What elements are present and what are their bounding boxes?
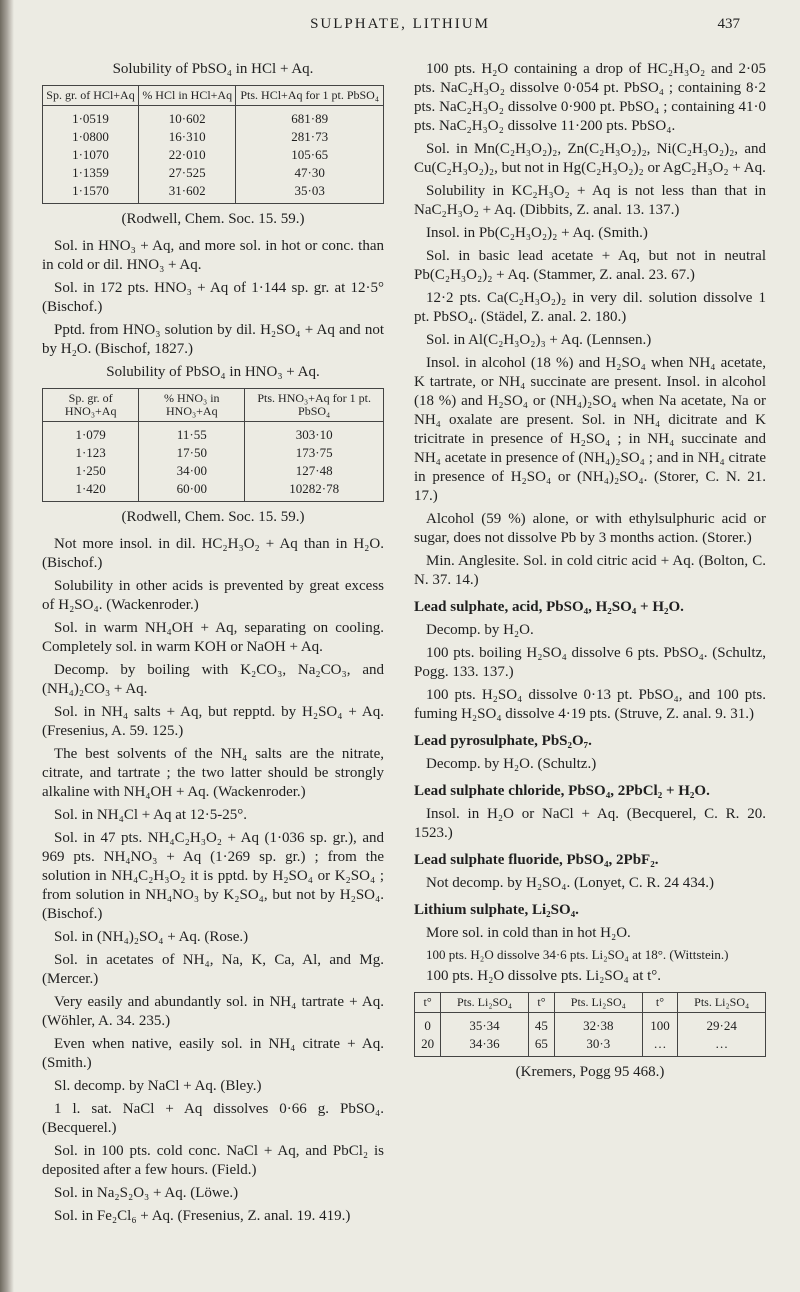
table-cell: 0 (415, 1013, 441, 1036)
table2-header: Pts. HNO₃+Aq for 1 pt. PbSO₄ (245, 389, 384, 422)
paragraph: Sol. in NH₄Cl + Aq at 12·5-25°. (54, 807, 248, 823)
hcl-solubility-table (42, 85, 384, 204)
paragraph: Even when native, easily sol. in NH₄ citrate + Aq. (Smith.) (42, 1036, 384, 1071)
page-number: 437 (717, 16, 740, 32)
table-cell: 1·079 (43, 422, 139, 445)
page-gutter-shadow (0, 0, 14, 1292)
table-cell: 173·75 (245, 444, 384, 462)
paragraph: The best solvents of the NH₄ salts are the nitrate, citrate, and tartrate ; the two latter should be strongly alkaline with NH₄OH + Aq. (Wackenroder.) (42, 746, 384, 800)
table-cell: 281·73 (236, 128, 384, 146)
table-row (43, 164, 384, 182)
table-cell: 10282·78 (245, 480, 384, 502)
table-cell: 60·00 (139, 480, 245, 502)
table-cell: 10·602 (139, 106, 236, 129)
paragraph: Sol. in Al(C₂H₃O₂)₃ + Aq. (Lennsen.) (426, 332, 652, 348)
paragraph: Min. Anglesite. Sol. in cold citric acid + Aq. (Bolton, C. N. 37. 14.) (414, 553, 766, 588)
paragraph: More sol. in cold than in hot H₂O. (426, 925, 631, 941)
table1-citation: (Rodwell, Chem. Soc. 15. 59.) (121, 211, 305, 227)
table-cell: 127·48 (245, 462, 384, 480)
paragraph: Sol. in HNO₃ + Aq, and more sol. in hot or conc. than in cold or dil. HNO₃ + Aq. (42, 238, 384, 273)
table1-title: Solubility of PbSO₄ in HCl + Aq. (112, 61, 314, 77)
table-cell: 34·00 (139, 462, 245, 480)
table-row (43, 106, 384, 129)
paragraph: Decomp. by H₂O. (426, 622, 534, 638)
table-row (415, 1013, 766, 1036)
table2-title: Solubility of PbSO₄ in HNO₃ + Aq. (106, 364, 320, 380)
table3-header: t° (415, 993, 441, 1013)
paragraph: Sol. in 47 pts. NH₄C₂H₃O₂ + Aq (1·036 sp. gr.), and 969 pts. NH₄NO₃ + Aq (1·269 sp. gr.) ; from the solution in NH₄C₂H₃O₂ it is pptd. by H₂SO₄ or K₂SO₄ ; from solution in NH₄NO₃ by K₂SO₄, but not by H₂SO₄. (Bischof.) (42, 830, 384, 922)
paragraph: Pptd. from HNO₃ solution by dil. H₂SO₄ + Aq and not by H₂O. (Bischof, 1827.) (42, 322, 384, 357)
paragraph: Sol. in Mn(C₂H₃O₂)₂, Zn(C₂H₃O₂)₂, Ni(C₂H₃O₂)₂, and Cu(C₂H₃O₂)₂, but not in Hg(C₂H₃O₂)₂ or AgC₂H₃O₂ + Aq. (414, 141, 766, 176)
table-row (43, 444, 384, 462)
table-cell: 1·1570 (43, 182, 139, 204)
table-cell: 1·0800 (43, 128, 139, 146)
table3-header: t° (642, 993, 678, 1013)
table-cell: 30·3 (555, 1035, 643, 1057)
table-cell: 681·89 (236, 106, 384, 129)
table-cell: 32·38 (555, 1013, 643, 1036)
table3-citation: (Kremers, Pogg 95 468.) (515, 1064, 665, 1080)
table2-header: Sp. gr. of HNO₃+Aq (43, 389, 139, 422)
paragraph: Sol. in NH₄ salts + Aq, but repptd. by H₂SO₄ + Aq. (Fresenius, A. 59. 125.) (42, 704, 384, 739)
paragraph: Sl. decomp. by NaCl + Aq. (Bley.) (54, 1078, 262, 1094)
table-cell: 34·36 (441, 1035, 529, 1057)
paragraph: Sol. in Na₂S₂O₃ + Aq. (Löwe.) (54, 1185, 239, 1201)
table-cell: 35·34 (441, 1013, 529, 1036)
table-cell: 47·30 (236, 164, 384, 182)
table-cell: 105·65 (236, 146, 384, 164)
hno3-solubility-table (42, 388, 384, 502)
table-cell: 11·55 (139, 422, 245, 445)
paragraph: Insol. in Pb(C₂H₃O₂)₂ + Aq. (Smith.) (426, 225, 648, 241)
paragraph: Sol. in Fe₂Cl₆ + Aq. (Fresenius, Z. anal. 19. 419.) (54, 1208, 351, 1224)
table-cell: 1·1359 (43, 164, 139, 182)
table-row (43, 182, 384, 204)
table-cell: … (642, 1035, 678, 1057)
table2-citation: (Rodwell, Chem. Soc. 15. 59.) (121, 509, 305, 525)
table-row (43, 146, 384, 164)
table-cell: 22·010 (139, 146, 236, 164)
table1-header: Sp. gr. of HCl+Aq (43, 86, 139, 106)
paragraph: Sol. in 172 pts. HNO₃ + Aq of 1·144 sp. gr. at 12·5° (Bischof.) (42, 280, 384, 315)
table-cell: 1·1070 (43, 146, 139, 164)
table-row (43, 422, 384, 445)
paragraph: 1 l. sat. NaCl + Aq dissolves 0·66 g. PbSO₄. (Becquerel.) (42, 1101, 384, 1136)
table-cell: 1·0519 (43, 106, 139, 129)
paragraph: Sol. in 100 pts. cold conc. NaCl + Aq, and PbCl₂ is deposited after a few hours. (Field.) (42, 1143, 384, 1178)
table-cell: 16·310 (139, 128, 236, 146)
table3-header: Pts. Li₂SO₄ (555, 993, 643, 1013)
paragraph: 100 pts. H₂O containing a drop of HC₂H₃O₂ and 2·05 pts. NaC₂H₃O₂ dissolve 0·054 pt. PbSO₄ ; containing 8·2 pts. NaC₂H₃O₂ dissolve 0·900 pt. PbSO₄ ; containing 41·0 pts. NaC₂H₃O₂ dissolve 11·200 pts. PbSO₄. (414, 61, 766, 134)
section-heading: Lead sulphate, acid, PbSO₄, H₂SO₄ + H₂O. (414, 599, 684, 615)
paragraph: Not more insol. in dil. HC₂H₃O₂ + Aq than in H₂O. (Bischof.) (42, 536, 384, 571)
paragraph: Sol. in basic lead acetate + Aq, but not in neutral Pb(C₂H₃O₂)₂ + Aq. (Stammer, Z. anal. 23. 67.) (414, 248, 766, 283)
lithium-sulphate-table (414, 992, 766, 1057)
table3-header: t° (528, 993, 554, 1013)
paragraph: 100 pts. boiling H₂SO₄ dissolve 6 pts. PbSO₄. (Schultz, Pogg. 133. 137.) (414, 645, 766, 680)
paragraph: Decomp. by H₂O. (Schultz.) (426, 756, 597, 772)
table1-header: Pts. HCl+Aq for 1 pt. PbSO₄ (236, 86, 384, 106)
table1-header: % HCl in HCl+Aq (139, 86, 236, 106)
table-cell: 35·03 (236, 182, 384, 204)
table-row (43, 462, 384, 480)
table-cell: 1·420 (43, 480, 139, 502)
table-cell: 1·250 (43, 462, 139, 480)
table-cell: 45 (528, 1013, 554, 1036)
left-column (42, 60, 384, 1230)
paragraph: 100 pts. H₂O dissolve pts. Li₂SO₄ at t°. (426, 968, 662, 984)
table-cell: … (678, 1035, 766, 1057)
paragraph: Sol. in (NH₄)₂SO₄ + Aq. (Rose.) (54, 929, 249, 945)
table-row (43, 128, 384, 146)
section-heading: Lead sulphate fluoride, PbSO₄, 2PbF₂. (414, 852, 659, 868)
paragraph: 100 pts. H₂SO₄ dissolve 0·13 pt. PbSO₄, and 100 pts. fuming H₂SO₄ dissolve 4·19 pts. (Struve, Z. anal. 9. 31.) (414, 687, 766, 722)
paragraph: 100 pts. H₂O dissolve 34·6 pts. Li₂SO₄ at 18°. (Wittstein.) (426, 947, 729, 962)
table-row (415, 1035, 766, 1057)
paragraph: Insol. in alcohol (18 %) and H₂SO₄ when NH₄ acetate, K tartrate, or NH₄ succinate are present. Insol. in alcohol (18 %) and H₂SO₄ or (NH₄)₂SO₄ when Na acetate, Na or NH₄ oxalate are present. Sol. in NH₄ dicitrate and K tricitrate in presence of H₂SO₄ ; in NH₄ succinate and NH₄ acetate in presence of (NH₄)₂SO₄ ; and in NH₄ citrate in presence of H₂SO₄ or (NH₄)₂SO₄. (Storer, C. N. 21. 17.) (414, 355, 766, 504)
right-column (414, 60, 766, 1090)
paragraph: Sol. in warm NH₄OH + Aq, separating on cooling. Completely sol. in warm KOH or NaOH + Aq. (42, 620, 384, 655)
paragraph: Alcohol (59 %) alone, or with ethylsulphuric acid or sugar, does not dissolve Pb by 3 months action. (Storer.) (414, 511, 766, 546)
table3-header: Pts. Li₂SO₄ (678, 993, 766, 1013)
paragraph: Sol. in acetates of NH₄, Na, K, Ca, Al, and Mg. (Mercer.) (42, 952, 384, 987)
table3-header: Pts. Li₂SO₄ (441, 993, 529, 1013)
table-cell: 100 (642, 1013, 678, 1036)
table-cell: 20 (415, 1035, 441, 1057)
section-heading: Lithium sulphate, Li₂SO₄. (414, 902, 579, 918)
paragraph: Not decomp. by H₂SO₄. (Lonyet, C. R. 24 434.) (426, 875, 714, 891)
section-heading: Lead pyrosulphate, PbS₂O₇. (414, 733, 592, 749)
table-cell: 1·123 (43, 444, 139, 462)
table-cell: 29·24 (678, 1013, 766, 1036)
paragraph: Very easily and abundantly sol. in NH₄ tartrate + Aq. (Wöhler, A. 34. 235.) (42, 994, 384, 1029)
table-cell: 65 (528, 1035, 554, 1057)
table-cell: 27·525 (139, 164, 236, 182)
section-heading: Lead sulphate chloride, PbSO₄, 2PbCl₂ + H₂O. (414, 783, 710, 799)
paragraph: Solubility in KC₂H₃O₂ + Aq is not less than that in NaC₂H₃O₂ + Aq. (Dibbits, Z. anal. 13. 137.) (414, 183, 766, 218)
running-header: SULPHATE, LITHIUM (310, 16, 490, 32)
table-cell: 303·10 (245, 422, 384, 445)
paragraph: Decomp. by boiling with K₂CO₃, Na₂CO₃, and (NH₄)₂CO₃ + Aq. (42, 662, 384, 697)
paragraph: Insol. in H₂O or NaCl + Aq. (Becquerel, C. R. 20. 1523.) (414, 806, 766, 841)
paragraph: Solubility in other acids is prevented by great excess of H₂SO₄. (Wackenroder.) (42, 578, 384, 613)
table2-header: % HNO₃ in HNO₃+Aq (139, 389, 245, 422)
table-row (43, 480, 384, 502)
paragraph: 12·2 pts. Ca(C₂H₃O₂)₂ in very dil. solution dissolve 1 pt. PbSO₄. (Städel, Z. anal. 2. 180.) (414, 290, 766, 325)
table-cell: 31·602 (139, 182, 236, 204)
table-cell: 17·50 (139, 444, 245, 462)
